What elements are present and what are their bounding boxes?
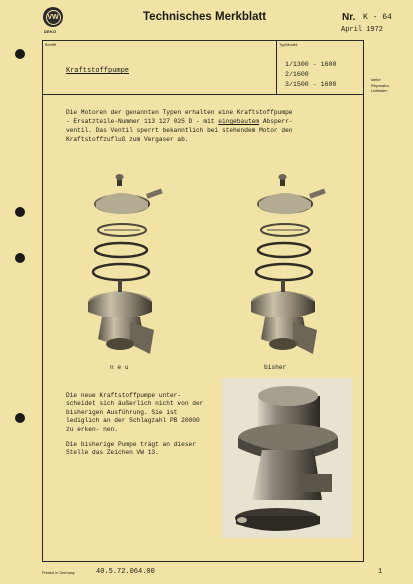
- logo-text: VW: [46, 10, 61, 25]
- binder-hole: [15, 253, 25, 263]
- body-line-underlined: eingebautem: [218, 118, 260, 125]
- body-line: Kraftstoffzufluß zum Vergaser ab.: [66, 136, 189, 143]
- body-line: Die Motoren der genannten Typen erhalten eine Kraftstoffpumpe: [66, 109, 293, 116]
- body-line: ventil. Das Ventil sperrt bekanntlich bei stehendem Motor den: [66, 127, 293, 134]
- number-value: K - 64: [363, 13, 392, 22]
- new-pump-exploded-photo: [84, 172, 174, 362]
- binder-hole: [15, 413, 25, 423]
- document-code: 40.5.72.064.00: [96, 568, 155, 576]
- note-text: [66, 392, 206, 465]
- number-label: Nr.: [342, 12, 356, 23]
- binder-hole: [15, 207, 25, 217]
- vw-logo-icon: [43, 7, 63, 27]
- binder-hole: [15, 49, 25, 59]
- page-number: 1: [378, 568, 383, 576]
- side-note-line: Reparatur-: [371, 82, 391, 88]
- logo-subtext: DEKO: [44, 29, 57, 34]
- model-item: 2/1600: [285, 71, 309, 78]
- body-line-part: - Ersatzteile-Nummer 113 127 025 D - mit: [66, 118, 219, 125]
- printed-note: Printed in Germany: [42, 571, 75, 575]
- caption-new: n e u: [110, 364, 129, 371]
- page-title: Technisches Merkblatt: [143, 11, 267, 23]
- side-note-line: siehe: [371, 77, 381, 82]
- models-list: [285, 60, 336, 90]
- subject-label: Betrifft: [45, 43, 56, 47]
- model-item: 3/1500 - 1600: [285, 81, 337, 88]
- header-divider: [276, 40, 277, 95]
- model-item: 1/1300 - 1600: [285, 61, 337, 68]
- body-line-part: Absperr-: [259, 118, 293, 125]
- side-note-line: Leitfaden: [371, 88, 388, 93]
- issue-date: April 1972: [341, 26, 384, 34]
- models-label: Typ/Modell: [279, 43, 298, 47]
- pump-photo: [222, 378, 352, 538]
- body-text: [66, 108, 358, 144]
- old-pump-exploded-photo: [247, 172, 337, 362]
- subject-value: Kraftstoffpumpe: [66, 67, 130, 75]
- note-paragraph: Die bisherige Pumpe trägt an dieser Stelle das Zeichen VW 13.: [66, 441, 196, 457]
- note-paragraph: Die neue Kraftstoffpumpe unter- scheidet sich äußerlich nicht von der bisherigen Ausführung. Sie ist lediglich an der Schlagzahl PB 20000 zu erken- nen.: [66, 392, 204, 433]
- side-note: [371, 77, 390, 94]
- body-line: [66, 117, 358, 126]
- caption-old: bisher: [264, 364, 287, 371]
